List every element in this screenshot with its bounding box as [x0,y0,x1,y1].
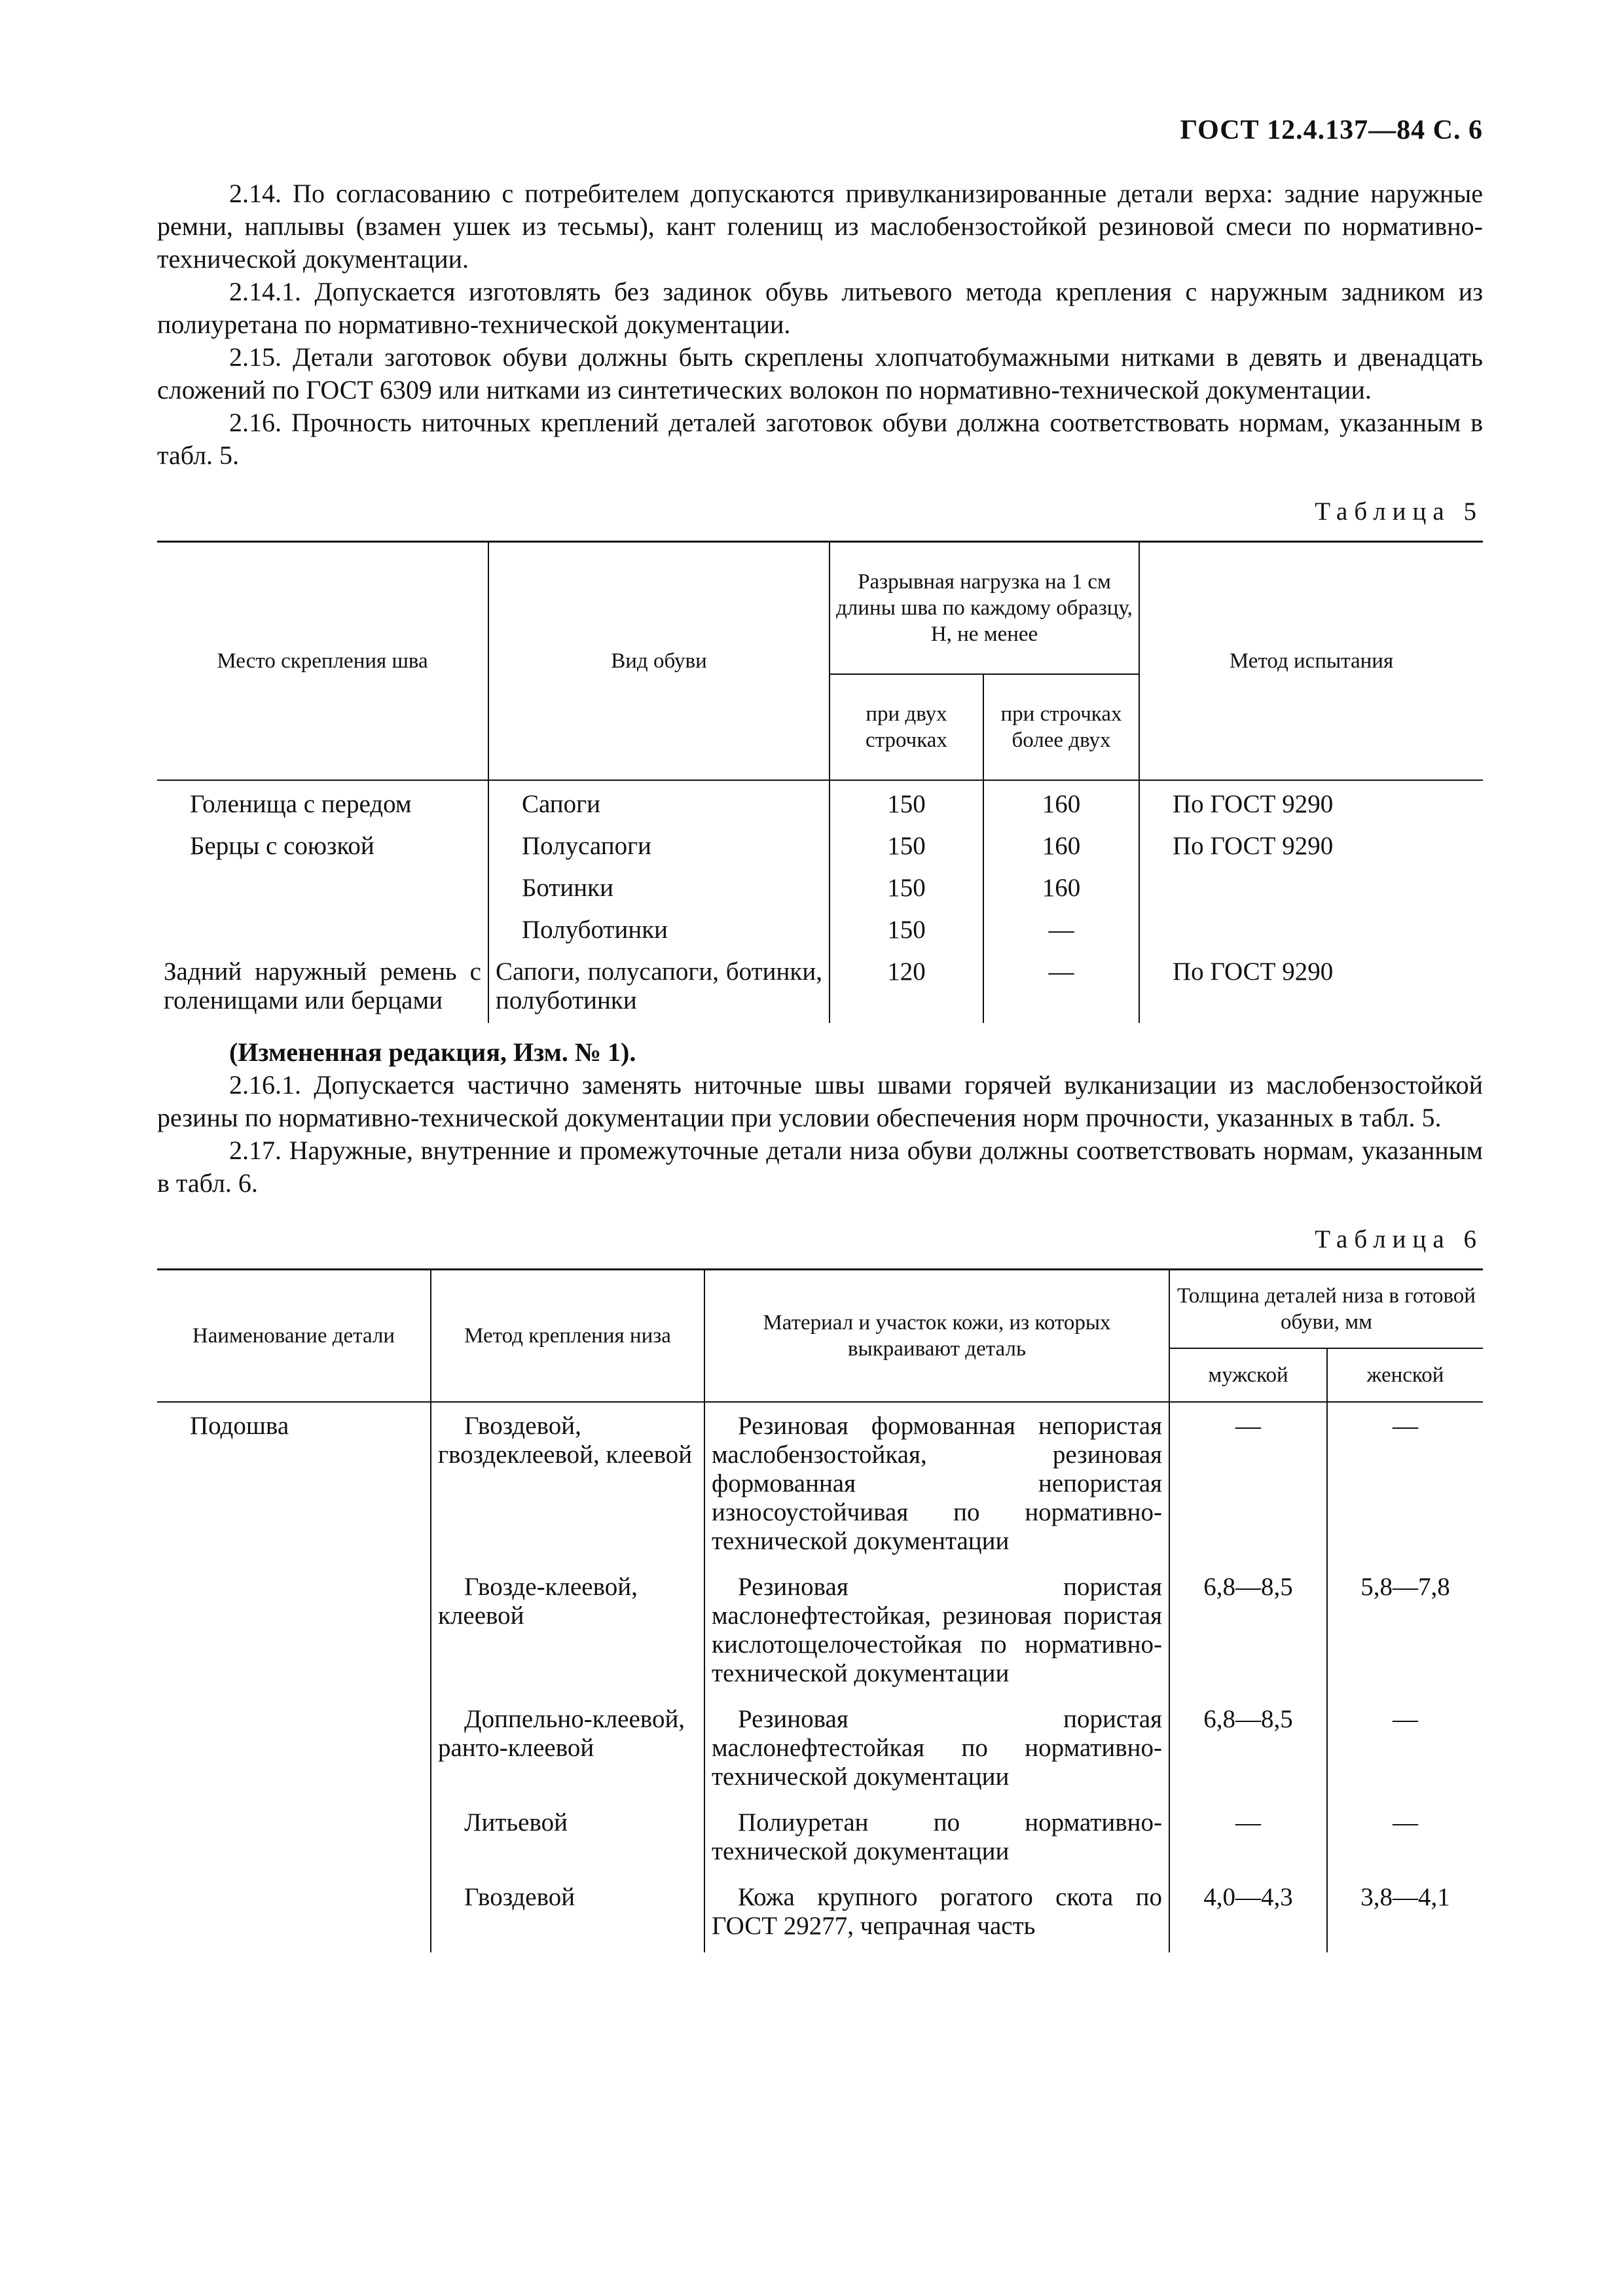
t5-header-method: Метод испытания [1139,542,1483,781]
t6-cell-method: Литьевой [431,1803,704,1878]
t6-cell-name [157,1700,431,1803]
paragraphs-mid [157,1036,1483,1200]
table-5 [157,541,1483,1023]
t6-cell-name [157,1568,431,1700]
t5-cell-method: По ГОСТ 9290 [1139,952,1483,1023]
t5-cell-place [157,869,488,910]
t5-cell-place: Берцы с союзкой [190,832,374,860]
t5-header-load: Разрывная нагрузка на 1 см длины шва по каждому образцу, Н, не менее [830,542,1139,675]
table5-caption: Таблица 5 [1315,497,1483,526]
t5-cell-more: 160 [983,827,1139,869]
t6-cell-method: Гвоздевой [431,1878,704,1952]
t5-cell-type: Ботинки [488,869,830,910]
table-6 [157,1268,1483,1952]
paragraph-2-17: 2.17. Наружные, внутренние и промежуточные детали низа обуви должны соответствовать нормам, указанным в табл. 6. [157,1136,1483,1198]
t6-cell-name [157,1878,431,1952]
t5-cell-method: По ГОСТ 9290 [1139,780,1483,827]
t5-cell-two: 120 [830,952,983,1023]
t5-cell-place [157,910,488,952]
t6-cell-male: — [1169,1402,1327,1568]
t6-cell-method: Гвозде-клеевой, клеевой [431,1568,704,1700]
table-row [157,1878,1483,1952]
t5-cell-method [1139,869,1483,910]
t5-cell-more: — [983,910,1139,952]
table-row [157,869,1483,910]
t6-cell-female: 5,8—7,8 [1327,1568,1483,1700]
paragraph-2-14-1: 2.14.1. Допускается изготовлять без задинок обувь литьевого метода крепления с наружным задником из полиуретана по нормативно-технической документации. [157,277,1483,339]
t6-cell-method: Гвоздевой, гвоздеклеевой, клеевой [431,1402,704,1568]
t5-cell-method [1139,910,1483,952]
table-row [157,827,1483,869]
t5-header-place: Место скрепления шва [157,542,488,781]
table-row [157,1803,1483,1878]
t6-cell-male: 6,8—8,5 [1169,1700,1327,1803]
t6-cell-male: 4,0—4,3 [1169,1878,1327,1952]
t5-header-type: Вид обуви [488,542,830,781]
t5-cell-place: Голенища с передом [190,790,412,818]
paragraph-2-15: 2.15. Детали заготовок обуви должны быть скреплены хлопчатобумажными нитками в девять и двенадцать сложений по ГОСТ 6309 или нитками из синтетических волокон по нормативно-технической документации. [157,342,1483,404]
table-row [157,1402,1483,1568]
t6-header-name: Наименование детали [157,1270,431,1403]
t6-cell-female: 3,8—4,1 [1327,1878,1483,1952]
t5-cell-more: — [983,952,1139,1023]
t6-cell-name [157,1803,431,1878]
t5-cell-type: Полуботинки [488,910,830,952]
t5-cell-type: Полусапоги [488,827,830,869]
t6-cell-female: — [1327,1803,1483,1878]
t6-cell-method: Доппельно-клеевой, ранто-клеевой [431,1700,704,1803]
t5-header-two: при двух строчках [830,674,983,780]
t6-cell-female: — [1327,1700,1483,1803]
paragraph-2-16: 2.16. Прочность ниточных креплений деталей заготовок обуви должна соответствовать нормам, указанным в табл. 5. [157,408,1483,470]
t5-cell-type: Сапоги [488,780,830,827]
t5-cell-more: 160 [983,780,1139,827]
table-row [157,780,1483,827]
paragraph-2-16-1: 2.16.1. Допускается частично заменять ниточные швы швами горячей вулканизации из маслобензостойкой резины по нормативно-технической документации при условии обеспечения норм прочности, указанных в табл. 5. [157,1070,1483,1132]
t5-cell-type: Сапоги, полусапоги, ботинки, полуботинки [488,952,830,1023]
t5-cell-two: 150 [830,910,983,952]
t6-cell-male: — [1169,1803,1327,1878]
t5-header-more: при строчках более двух [983,674,1139,780]
t5-cell-more: 160 [983,869,1139,910]
paragraph-2-14: 2.14. По согласованию с потребителем допускаются привулканизированные детали верха: задние наружные ремни, наплывы (взамен ушек из тесьмы), кант голенищ из маслобензостойкой резиновой смеси по нормативно-технической документации. [157,179,1483,274]
table-row [157,952,1483,1023]
t6-cell-female: — [1327,1402,1483,1568]
t6-header-material: Материал и участок кожи, из которых выкраивают деталь [704,1270,1169,1403]
t6-cell-material: Резиновая формованная непористая маслобензостойкая, резиновая формованная непористая износоустойчивая по нормативно-технической документации [704,1402,1169,1568]
document-page [157,115,1483,1952]
page-header: ГОСТ 12.4.137—84 С. 6 [1180,115,1483,145]
t6-header-female: женской [1327,1348,1483,1402]
paragraphs-top [157,177,1483,472]
t5-cell-two: 150 [830,827,983,869]
table6-caption: Таблица 6 [1315,1225,1483,1253]
t6-header-male: мужской [1169,1348,1327,1402]
t6-cell-name: Подошва [190,1412,289,1440]
table-row [157,910,1483,952]
t6-cell-material: Резиновая пористая маслонефтестойкая, резиновая пористая кислотощелочестойкая по нормативно-технической документации [704,1568,1169,1700]
table-row [157,1568,1483,1700]
t6-cell-material: Резиновая пористая маслонефтестойкая по нормативно-технической документации [704,1700,1169,1803]
t6-cell-material: Полиуретан по нормативно-технической документации [704,1803,1169,1878]
t5-cell-method: По ГОСТ 9290 [1139,827,1483,869]
t6-header-method: Метод крепления низа [431,1270,704,1403]
t5-cell-place: Задний наружный ремень с голенищами или берцами [164,958,481,1014]
t5-cell-two: 150 [830,780,983,827]
t6-cell-male: 6,8—8,5 [1169,1568,1327,1700]
revision-note: (Измененная редакция, Изм. № 1). [229,1037,636,1067]
t6-cell-material: Кожа крупного рогатого скота по ГОСТ 29277, чепрачная часть [704,1878,1169,1952]
table-row [157,1700,1483,1803]
t6-header-thickness: Толщина деталей низа в готовой обуви, мм [1169,1270,1483,1349]
t5-cell-two: 150 [830,869,983,910]
